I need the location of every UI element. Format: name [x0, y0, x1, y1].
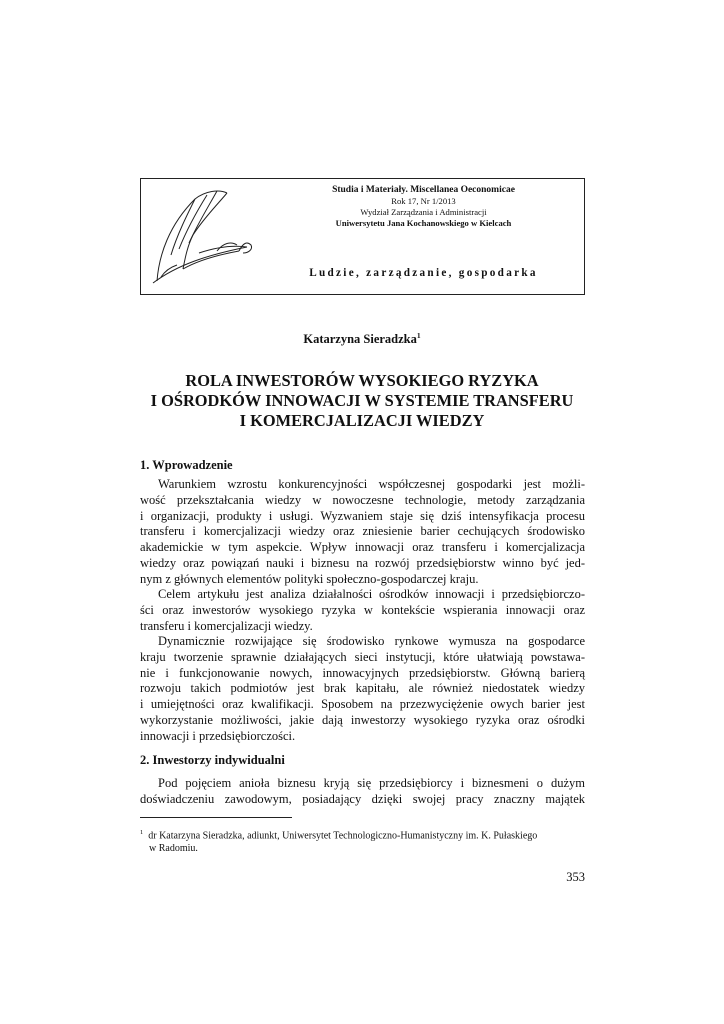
title-line: ROLA INWESTORÓW WYSOKIEGO RYZYKA — [185, 371, 539, 390]
footnote-line: w Radomiu. — [149, 843, 198, 855]
text-line: wykorzystanie możliwości, jakie dają inwestorzy wysokiego ryzyka oraz ośrodki — [140, 712, 585, 727]
journal-header-box — [140, 178, 585, 295]
paragraph-investors-1 — [140, 776, 585, 808]
journal-faculty: Wydział Zarządzania i Administracji — [360, 207, 487, 217]
text-line: i umiejętności oraz kwalifikacji. Sposobem na przezwyciężenie owych barier jest — [140, 697, 585, 712]
text-line: nie i funkcjonowanie nowych, innowacyjnych przedsiębiorstw. Główną barierą — [140, 665, 585, 680]
footnote-mark: 1 — [140, 829, 144, 836]
journal-title: Studia i Materiały. Miscellanea Oeconomicae — [332, 185, 515, 195]
paragraph-intro-1 — [140, 477, 585, 588]
author-name: Katarzyna Sieradzka — [303, 332, 417, 347]
text-line: rozwoju takich podmiotów jest brak kapitału, ale również niedostatek wiedzy — [140, 681, 585, 696]
footnote-text: dr Katarzyna Sieradzka, adiunkt, Uniwersytet Technologiczno-Humanistyczny im. K. Pułaskiego — [148, 830, 538, 842]
paragraph-intro-3 — [140, 634, 585, 745]
section-heading-individual-investors: 2. Inwestorzy indywidualni — [140, 753, 285, 767]
text-line: ści oraz inwestorów wysokiego ryzyka w kontekście wspierania innowacji oraz — [140, 602, 585, 617]
text-line: Pod pojęciem anioła biznesu kryją się przedsiębiorcy i biznesmeni o dużym — [158, 776, 585, 790]
footnote — [140, 826, 585, 855]
title-line: I KOMERCJALIZACJI WIEDZY — [239, 411, 485, 430]
article-author — [0, 331, 724, 347]
text-line: i organizacji, produkty i usługi. Wyzwaniem staje się dziś intensyfikacja procesu — [140, 508, 585, 523]
author-footnote-mark: 1 — [416, 331, 421, 340]
journal-volume: Rok 17, Nr 1/2013 — [391, 196, 456, 206]
text-line: akademickie w tym aspekcie. Wpływ innowacji oraz transferu i komercjalizacja — [140, 540, 585, 555]
journal-section-title: Ludzie, zarządzanie, gospodarka — [309, 267, 538, 279]
section-heading-introduction: 1. Wprowadzenie — [140, 458, 233, 472]
article-title — [120, 371, 604, 431]
text-line: transferu i komercjalizacji wiedzy. — [140, 618, 313, 633]
journal-header-text — [271, 185, 576, 229]
text-line: kraju tworzenie sprawnie działających sieci instytucji, które ułatwiają powstawa- — [140, 649, 585, 664]
text-line: doświadczeniu zawodowym, posiadający dzięki swojej pracy znaczny majątek — [140, 791, 585, 806]
paragraph-intro-2 — [140, 587, 585, 634]
page-number: 353 — [566, 870, 585, 884]
quill-logo — [147, 185, 257, 289]
text-line: nym z głównych elementów polityki społeczno-gospodarczej kraju. — [140, 571, 479, 586]
text-line: innowacji i przedsiębiorczości. — [140, 728, 296, 743]
text-line: Celem artykułu jest analiza działalności ośrodków innowacji i przedsiębiorczo- — [158, 587, 585, 601]
text-line: Warunkiem wzrostu konkurencyjności współczesnej gospodarki jest możli- — [158, 477, 585, 491]
footnote-divider — [140, 817, 292, 818]
text-line: wiedzy oraz powiązań nauki i biznesu na rozwój przedsiębiorstw winno być jed- — [140, 555, 585, 570]
footnote-line — [140, 826, 585, 842]
text-line: transferu i komercjalizacji wiedzy oraz zniesienie barier cechujących środowisko — [140, 524, 585, 539]
text-line: wość przekształcania wiedzy w nowoczesne technologie, metody zarządzania — [140, 492, 585, 507]
text-line: Dynamicznie rozwijające się środowisko rynkowe wymusza na gospodarce — [158, 634, 585, 648]
title-line: I OŚRODKÓW INNOWACJI W SYSTEMIE TRANSFERU — [150, 391, 574, 410]
journal-university: Uniwersytetu Jana Kochanowskiego w Kielcach — [335, 218, 512, 228]
